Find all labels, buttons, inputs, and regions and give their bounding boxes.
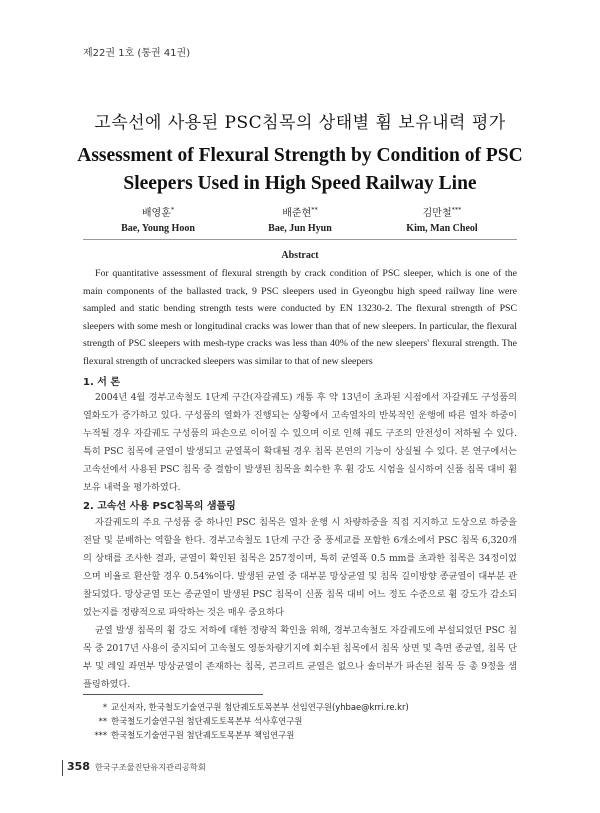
- footnote-3: [83, 728, 409, 742]
- section-2-heading: 2. 고속선 사용 PSC침목의 샘플링: [83, 501, 236, 512]
- author-3-korean-name: 김만철: [422, 208, 452, 219]
- footnote-1-mark: *: [102, 702, 107, 712]
- author-2-english-name: Bae, Jun Hyun: [268, 223, 332, 234]
- author-2: [225, 204, 375, 234]
- author-2-korean-name: 배준현: [282, 208, 312, 219]
- author-1-mark: *: [170, 205, 175, 214]
- footnote-3-mark: ***: [94, 730, 107, 740]
- footnote-1-text: 교신저자, 한국철도기술연구원 첨단궤도토목본부 선임연구원(yhbae@krri.re.kr): [111, 702, 409, 712]
- footnote-1: [83, 700, 409, 714]
- section-2-paragraph-2: 균열 발생 침목의 휨 강도 저하에 대한 정량적 확인을 위해, 경부고속철도 자갈궤도에 부설되었던 PSC 침목 중 2017년 사용이 중지되어 고속철도 영동차량기지에 회수된 침목에서 침목 상면 및 측면 종균열, 침목 단부 및 레일 좌면부 망상균열이 존재하는 침목, 콘크리트 균열은 없으나 솔더부가 파손된 침목 등 총 9정을 샘플링하였다.: [83, 625, 517, 690]
- footnote-2-mark: **: [98, 716, 107, 726]
- section-1-heading: 1. 서 론: [83, 377, 121, 388]
- footnotes: [83, 700, 409, 742]
- author-list: [83, 204, 517, 238]
- page-number-bar: [62, 760, 63, 776]
- author-2-mark: **: [311, 205, 318, 214]
- abstract-heading: Abstract: [281, 250, 319, 261]
- footnote-3-text: 한국철도기술연구원 첨단궤도토목본부 책임연구원: [111, 730, 295, 740]
- section-2-paragraph-1: 자갈궤도의 주요 구성품 중 하나인 PSC 침목은 열차 운행 시 차량하중을 직접 지지하고 도상으로 하중을 전달 및 분배하는 역할을 한다. 경부고속철도 1단계 구간 중 풍세교를 포함한 6개소에서 PSC 침목 6,320개의 상태를 조사한 결과, 균열이 확인된 침목은 257정이며, 특히 균열폭 0.5 mm를 초과한 침목은 34정이었으며 비율로 환산할 경우 0.54%이다. 발생된 균열 중 대부분 망상균열 및 침목 길이방향 종균열이 대부분 관찰되었다. 망상균열 또는 종균열이 발생된 PSC 침목이 신품 침목 대비 어느 정도 수준으로 휨 강도가 감소되었는지를 정량적으로 파악하는 것은 매우 중요하다: [83, 517, 517, 618]
- author-1-english-name: Bae, Young Hoon: [121, 223, 195, 234]
- author-1-korean-name: 배영훈: [141, 208, 171, 219]
- abstract-text: For quantitative assessment of flexural strength by crack condition of PSC sleeper, which is one of the main components of the ballasted track, 9 PSC sleepers used in Gyeongbu high speed railway line were sampled and static bending strength tests were conducted by EN 13230-2. The flexural strength of PSC sleepers with some mesh or longitudinal cracks was lower than that of new sleepers. In particular, the flexural strength of PSC sleepers with mesh-type cracks was less than 40% of the new sleepers' flexural strength. The flexural strength of uncracked sleepers was similar to that of new sleepers: [83, 268, 517, 367]
- author-3-english-name: Kim, Man Cheol: [406, 223, 478, 234]
- section-1-paragraph: 2004년 4월 경부고속철도 1단계 구간(자갈궤도) 개통 후 약 13년이 초과된 시점에서 자갈궤도 구성품의 열화도가 증가하고 있다. 구성품의 열화가 진행되는 상황에서 고속열차의 반복적인 운행에 따른 열차 하중이 누적될 경우 자갈궤도 구성품의 파손으로 이어질 수 있으며 이로 인해 궤도 구조의 안전성이 저하될 수 있다. 특히 PSC 침목에 균열이 발생되고 균열폭이 확대될 경우 침목 본연의 기능이 상실될 수 있다. 본 연구에서는 고속선에서 사용된 PSC 침목 중 결함이 발생된 침목을 회수한 후 휨 강도 시험을 실시하여 신품 침목 대비 휨 보유 내력을 평가하였다.: [83, 392, 517, 493]
- author-3-mark: ***: [451, 205, 462, 214]
- author-1: [83, 204, 233, 234]
- footnote-divider: [83, 694, 263, 695]
- page-number: 358: [67, 760, 90, 773]
- footnote-2-text: 한국철도기술연구원 첨단궤도토목본부 석사후연구원: [111, 716, 303, 726]
- english-title: Assessment of Flexural Strength by Condition of PSC Sleepers Used in High Speed Railway Line: [77, 145, 523, 194]
- footnote-2: [83, 714, 409, 728]
- journal-name: 한국구조물진단유지관리공학회: [95, 762, 206, 772]
- volume-header: 제22권 1호 (통권 41권): [83, 48, 191, 59]
- author-3: [367, 204, 517, 234]
- abstract-divider: [83, 239, 517, 240]
- korean-title: 고속선에 사용된 PSC침목의 상태별 휨 보유내력 평가: [94, 113, 506, 133]
